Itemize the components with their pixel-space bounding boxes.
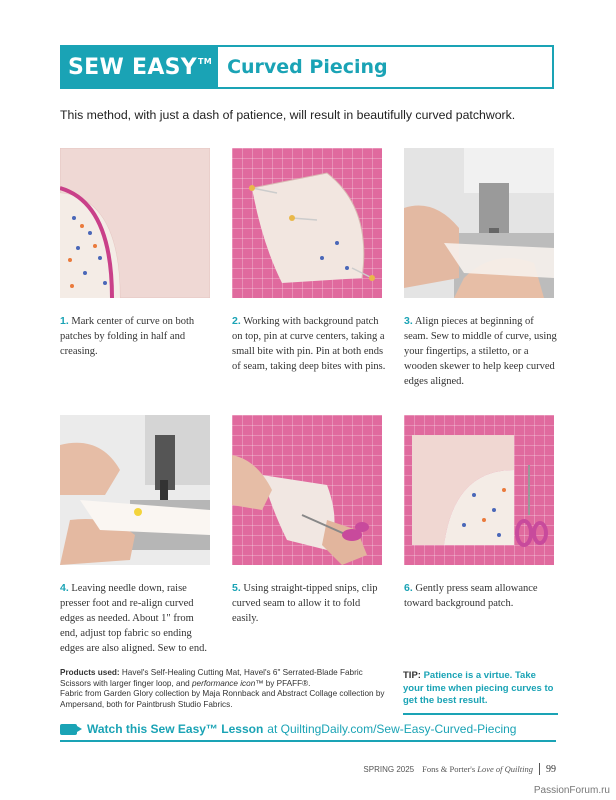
- section-header: [60, 45, 554, 89]
- step-1-text: 1. Mark center of curve on both patches by folding in half and creasing.: [60, 315, 195, 357]
- step-5-text: 5. Using straight-tipped snips, clip curved seam to allow it to fold easily.: [232, 582, 378, 624]
- step-number: 1.: [60, 315, 69, 327]
- step-4-text: 4. Leaving needle down, raise presser foot and re-align curved edges as needed. About 1" from end, adjust top fabric so ending edges are also aligned. Sew to end.: [60, 582, 207, 654]
- lesson-link[interactable]: at QuiltingDaily.com/Sew-Easy-Curved-Piecing: [267, 722, 517, 736]
- intro-text: This method, with just a dash of patience, will result in beautifully curved patchwork.: [60, 108, 516, 122]
- trademark: TM: [198, 56, 213, 66]
- step-1-photo: [60, 148, 210, 298]
- tip-box: [403, 670, 558, 715]
- products-used: Products used: Havel's Self-Healing Cutting Mat, Havel's 6" Serrated-Blade Fabric Scissors with larger finger loop, and performance icon™ by PFAFF®. Fabric from Garden Glory collection by Maja Ronnback and Abstract Collage collection by Ampersand, both for Paintbrush Studio Fabrics.: [60, 668, 385, 709]
- video-camera-icon: [60, 724, 77, 735]
- step-2-photo: [232, 148, 382, 298]
- step-5-photo: [232, 415, 382, 565]
- tip-label: TIP:: [403, 670, 421, 681]
- watermark: PassionForum.ru: [533, 785, 610, 796]
- divider: [539, 763, 540, 775]
- page-footer: [363, 763, 556, 775]
- brand-label: SEW EASY ™: [62, 47, 218, 87]
- page-number: 99: [546, 763, 556, 775]
- step-number: 6.: [404, 582, 413, 594]
- step-3-text: 3. Align pieces at beginning of seam. Sew to middle of curve, using your fingertips, a stiletto, or a wooden skewer to help keep curved edges aligned.: [404, 315, 557, 387]
- step-number: 2.: [232, 315, 241, 327]
- issue-label: SPRING 2025: [363, 764, 415, 774]
- step-6-photo: [404, 415, 554, 565]
- step-3-photo: [404, 148, 554, 298]
- step-6-text: 6. Gently press seam allowance toward background patch.: [404, 582, 538, 609]
- step-4-photo: [60, 415, 210, 565]
- step-number: 4.: [60, 582, 69, 594]
- watch-lesson-banner[interactable]: [60, 718, 556, 742]
- step-number: 3.: [404, 315, 413, 327]
- magazine-name: Fons & Porter's Love of Quilting: [422, 764, 533, 774]
- step-number: 5.: [232, 582, 241, 594]
- step-2-text: 2. Working with background patch on top, pin at curve centers, taking a small bite with pin. Pin at both ends of seam, taking deep bites with pins.: [232, 315, 386, 372]
- watch-lesson-label: Watch this Sew Easy™ Lesson: [87, 722, 264, 736]
- tip-text: Patience is a virtue. Take your time when piecing curves to get the best result.: [403, 670, 554, 706]
- page-title: Curved Piecing: [227, 56, 388, 78]
